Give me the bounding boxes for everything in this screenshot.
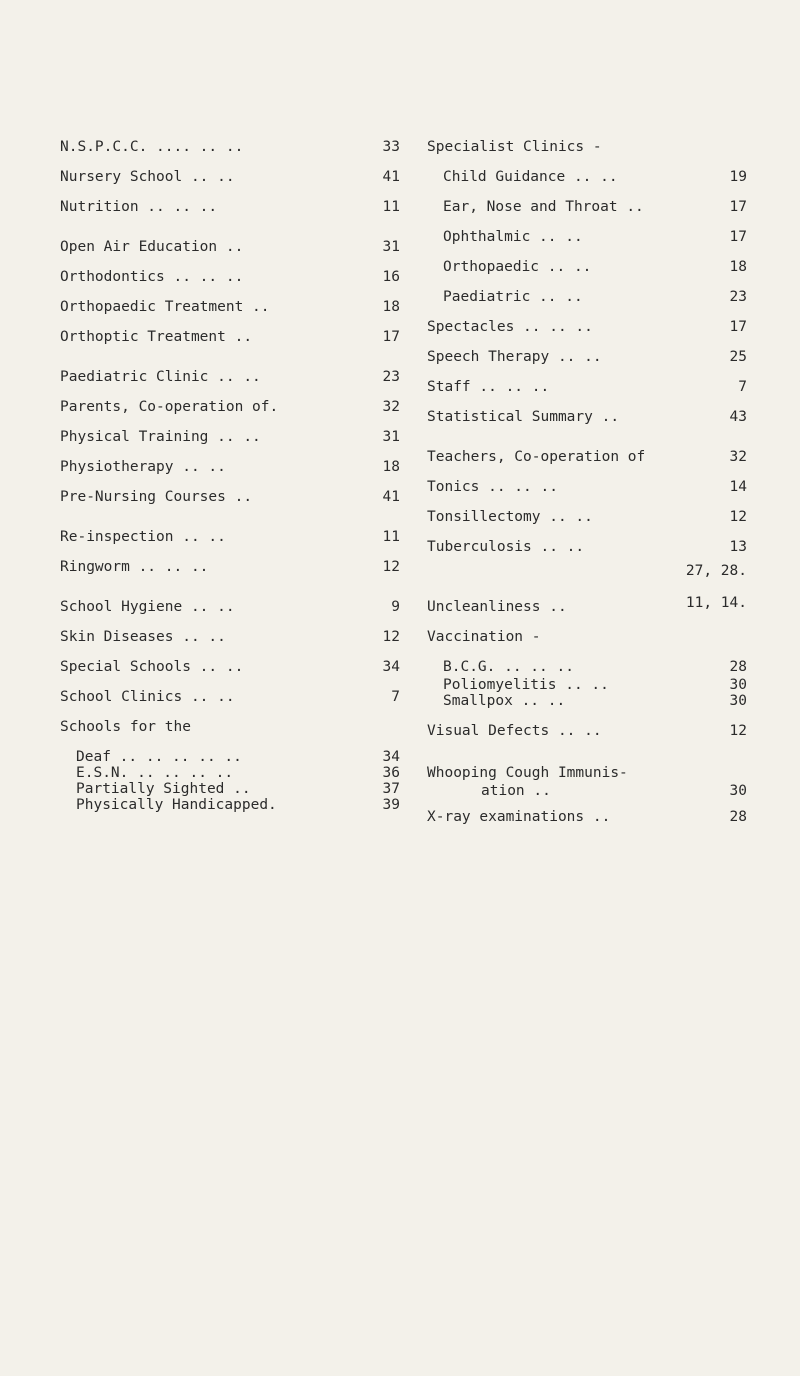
entry-label: Orthoptic Treatment ..: [60, 329, 253, 345]
entry-page: 34: [382, 659, 400, 675]
entry-page: 25: [729, 349, 747, 365]
entry-page: 12: [729, 723, 747, 739]
entry-label: Whooping Cough Immunis-: [427, 765, 628, 781]
index-subentry: [427, 283, 747, 313]
index-entry: [427, 747, 747, 781]
index-heading: [427, 623, 747, 653]
index-entry-continuation: [427, 563, 747, 583]
entry-page: 11, 14.: [685, 595, 747, 611]
entry-label: Poliomyelitis .. ..: [443, 677, 609, 693]
entry-page: 7: [391, 689, 400, 705]
entry-page: 16: [382, 269, 400, 285]
index-subentry: [60, 743, 400, 765]
index-subentry: [60, 797, 400, 813]
entry-page: 17: [729, 319, 747, 335]
index-subentry: [427, 223, 747, 253]
entry-label: Ringworm .. .. ..: [60, 559, 209, 575]
index-entry: [60, 553, 400, 583]
index-subentry: [427, 693, 747, 709]
entry-label: Physical Training .. ..: [60, 429, 261, 445]
index-entry: [60, 523, 400, 553]
entry-page: 43: [729, 409, 747, 425]
entry-page: 17: [382, 329, 400, 345]
entry-label: Pre-Nursing Courses ..: [60, 489, 253, 505]
entry-page: 17: [729, 229, 747, 245]
index-entry: [427, 533, 747, 563]
index-left-column: [60, 133, 400, 813]
entry-page: 27, 28.: [685, 563, 747, 579]
entry-label: E.S.N. .. .. .. ..: [76, 765, 234, 781]
entry-page: 41: [382, 169, 400, 185]
index-entry: [427, 313, 747, 343]
entry-label: Uncleanliness ..: [427, 599, 567, 615]
entry-page: 28: [729, 809, 747, 825]
index-entry: [427, 583, 747, 623]
entry-label: Tuberculosis .. ..: [427, 539, 585, 555]
entry-label: Smallpox .. ..: [443, 693, 566, 709]
index-entry: [60, 133, 400, 163]
entry-page: 32: [729, 449, 747, 465]
index-entry: [60, 233, 400, 263]
entry-label: Ear, Nose and Throat ..: [443, 199, 644, 215]
index-entry: [427, 709, 747, 747]
index-subentry: [427, 253, 747, 283]
index-entry: [60, 323, 400, 353]
index-subentry: [427, 193, 747, 223]
entry-page: 14: [729, 479, 747, 495]
index-entry: [60, 683, 400, 713]
entry-page: 11: [382, 199, 400, 215]
index-heading: [60, 713, 400, 743]
index-subentry: [427, 677, 747, 693]
entry-page: 12: [729, 509, 747, 525]
entry-page: 33: [382, 139, 400, 155]
entry-label: X-ray examinations ..: [427, 809, 611, 825]
entry-label: Parents, Co-operation of.: [60, 399, 279, 415]
entry-label: ation ..: [481, 783, 551, 799]
entry-page: 23: [382, 369, 400, 385]
entry-label: Tonics .. .. ..: [427, 479, 558, 495]
entry-page: 30: [729, 693, 747, 709]
index-entry: [427, 403, 747, 433]
entry-page: 41: [382, 489, 400, 505]
entry-label: Special Schools .. ..: [60, 659, 244, 675]
entry-label: Physically Handicapped.: [76, 797, 277, 813]
index-entry: [427, 803, 747, 833]
entry-label: Vaccination -: [427, 629, 541, 645]
entry-page: 18: [382, 459, 400, 475]
entry-label: Re-inspection .. ..: [60, 529, 226, 545]
index-entry: [60, 363, 400, 393]
index-entry: [60, 263, 400, 293]
index-subentry: [427, 653, 747, 677]
index-entry: [60, 623, 400, 653]
index-entry: [427, 473, 747, 503]
entry-page: 37: [382, 781, 400, 797]
entry-label: Orthopaedic .. ..: [443, 259, 592, 275]
entry-label: Statistical Summary ..: [427, 409, 620, 425]
entry-page: 31: [382, 239, 400, 255]
entry-page: 12: [382, 559, 400, 575]
entry-page: 17: [729, 199, 747, 215]
index-entry: [427, 343, 747, 373]
entry-page: 32: [382, 399, 400, 415]
entry-label: Partially Sighted ..: [76, 781, 251, 797]
entry-label: Orthodontics .. .. ..: [60, 269, 244, 285]
entry-label: Nutrition .. .. ..: [60, 199, 218, 215]
index-entry: [60, 653, 400, 683]
entry-label: Visual Defects .. ..: [427, 723, 602, 739]
entry-label: School Hygiene .. ..: [60, 599, 235, 615]
entry-label: Speech Therapy .. ..: [427, 349, 602, 365]
index-entry: [60, 163, 400, 193]
entry-page: 19: [729, 169, 747, 185]
entry-label: Child Guidance .. ..: [443, 169, 618, 185]
index-subentry: [60, 765, 400, 781]
entry-page: 18: [382, 299, 400, 315]
entry-label: Staff .. .. ..: [427, 379, 550, 395]
entry-label: Open Air Education ..: [60, 239, 244, 255]
index-entry: [60, 593, 400, 623]
index-entry: [60, 453, 400, 483]
entry-page: 18: [729, 259, 747, 275]
index-entry: [60, 393, 400, 423]
entry-label: Paediatric Clinic .. ..: [60, 369, 261, 385]
index-subentry: [427, 163, 747, 193]
entry-label: B.C.G. .. .. ..: [443, 659, 574, 675]
entry-page: 36: [382, 765, 400, 781]
entry-page: 7: [738, 379, 747, 395]
entry-page: 23: [729, 289, 747, 305]
entry-page: 30: [729, 783, 747, 799]
index-subentry: [60, 781, 400, 797]
entry-label: Tonsillectomy .. ..: [427, 509, 593, 525]
entry-label: Ophthalmic .. ..: [443, 229, 583, 245]
index-entry-continuation: [427, 781, 747, 803]
entry-page: 13: [729, 539, 747, 555]
index-entry: [427, 443, 747, 473]
index-entry: [60, 483, 400, 513]
entry-label: Orthopaedic Treatment ..: [60, 299, 270, 315]
entry-page: 39: [382, 797, 400, 813]
entry-label: Paediatric .. ..: [443, 289, 583, 305]
entry-page: 34: [382, 749, 400, 765]
index-heading: [427, 133, 747, 163]
index-entry: [60, 423, 400, 453]
index-entry: [60, 293, 400, 323]
entry-page: 12: [382, 629, 400, 645]
entry-label: Deaf .. .. .. .. ..: [76, 749, 242, 765]
entry-label: Specialist Clinics -: [427, 139, 602, 155]
entry-page: 31: [382, 429, 400, 445]
entry-page: 28: [729, 659, 747, 675]
entry-label: Physiotherapy .. ..: [60, 459, 226, 475]
entry-label: Nursery School .. ..: [60, 169, 235, 185]
entry-label: Spectacles .. .. ..: [427, 319, 593, 335]
entry-label: Schools for the: [60, 719, 191, 735]
index-entry: [427, 503, 747, 533]
entry-page: 11: [382, 529, 400, 545]
index-right-column: [427, 133, 747, 833]
index-entry: [60, 193, 400, 223]
entry-page: 30: [729, 677, 747, 693]
index-entry: [427, 373, 747, 403]
entry-label: N.S.P.C.C. .... .. ..: [60, 139, 244, 155]
entry-page: 9: [391, 599, 400, 615]
entry-label: School Clinics .. ..: [60, 689, 235, 705]
entry-label: Skin Diseases .. ..: [60, 629, 226, 645]
entry-label: Teachers, Co-operation of: [427, 449, 646, 465]
